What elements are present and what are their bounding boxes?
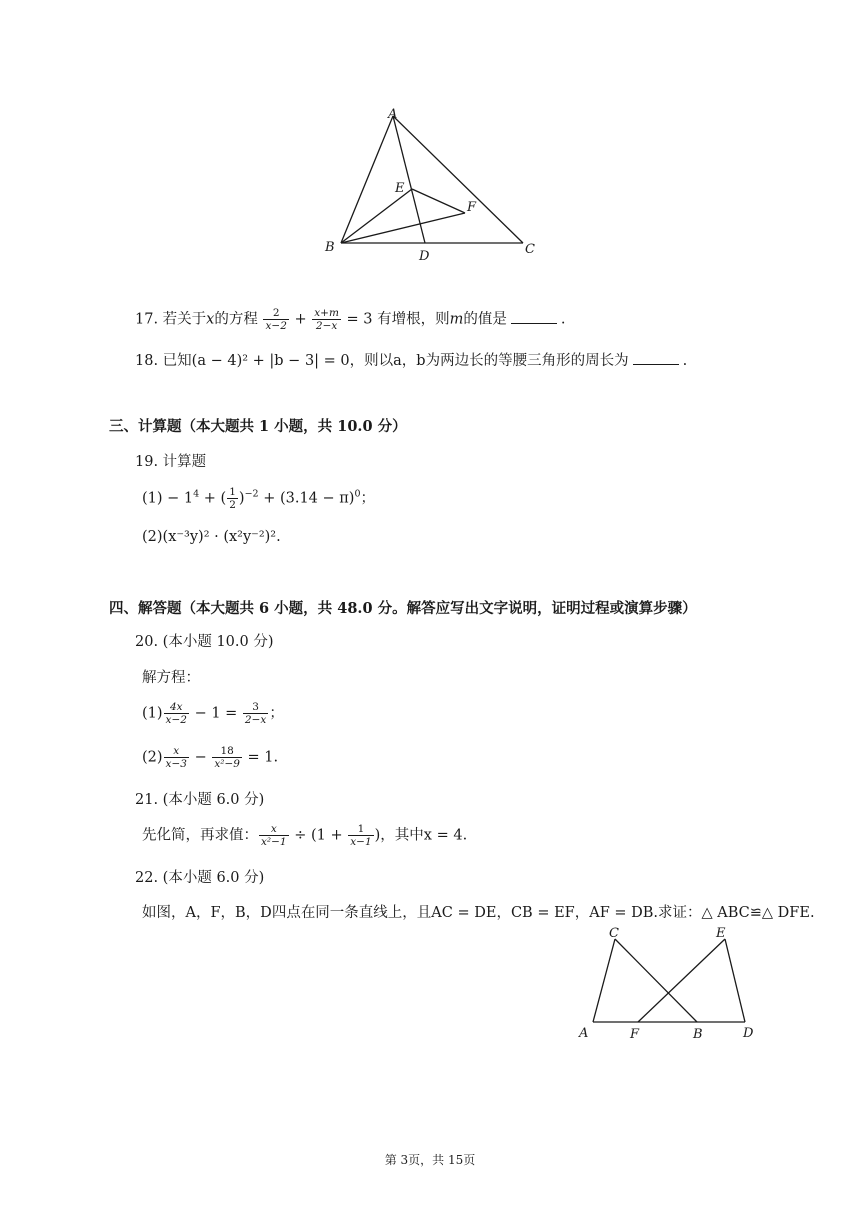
fraction: $\frac{3}{2-x}$ (244, 701, 267, 726)
var-m: m (449, 311, 464, 328)
q17-text: 若关于 (162, 311, 207, 328)
section-title-3: 三、计算题（本大题共 1 小题，共 10.0 分） (109, 418, 407, 435)
fraction: $\frac{x+m}{2-x}$ (314, 307, 339, 332)
point-label-a: A (388, 107, 398, 122)
fraction: $\frac{18}{\text{x²−9}}$ (214, 745, 240, 770)
point-label-b: B (325, 240, 335, 255)
point-label-c: C (609, 926, 619, 941)
period: . (682, 353, 688, 369)
fraction: $\frac{2}{x-2}$ (265, 307, 287, 332)
point-label-d: D (743, 1026, 754, 1041)
q20-part-1: (1) $\frac{4x}{x-2}$ − 1 = $\frac{3}{2-x}$ ； (142, 701, 284, 726)
q17-text: 有增根，则 (377, 311, 450, 328)
q21-body: 先化简，再求值： $\frac{x}{\text{x²−1}}$ ÷ (1 + $\frac{1}{x-1}$ )，其中x = 4. (142, 823, 468, 848)
section-title-4: 四、解答题（本大题共 6 小题，共 48.0 分。解答应写出文字说明，证明过程或演算步骤） (109, 600, 697, 617)
segment-ef (638, 939, 725, 1022)
segment-cb (615, 939, 697, 1022)
var-x: x (206, 311, 215, 328)
question-19 (135, 450, 206, 471)
point-label-f: F (630, 1027, 640, 1042)
segment-ac (393, 116, 523, 243)
question-number: 19. (135, 454, 159, 470)
question-20 (135, 630, 274, 651)
question-number: 20. (135, 634, 159, 650)
answer-blank (511, 323, 557, 324)
q17-text: 的方程 (214, 311, 258, 328)
q17-text: 的值是 (463, 311, 507, 328)
congruent-triangles-figure (575, 924, 765, 1044)
q20-part-2: (2) $\frac{x}{x-3}$ − $\frac{18}{\text{x²−9}}$ = 1. (142, 745, 279, 770)
point-label-d: D (419, 249, 430, 264)
question-18 (135, 349, 687, 370)
point-label-c: C (525, 242, 535, 257)
question-number: 21. (135, 792, 159, 808)
question-17 (135, 307, 566, 332)
equation-rhs: = 3 (346, 311, 373, 328)
q22-body: 如图，A，F，B，D四点在同一条直线上，且AC = DE，CB = EF，AF = DB.求证：△ ABC≌△ DFE. (142, 905, 815, 921)
fraction: $\frac{x}{\text{x²−1}}$ (261, 823, 287, 848)
fraction: $\frac{x}{x-3}$ (165, 745, 187, 770)
q19-label: 计算题 (162, 454, 207, 470)
question-21 (135, 788, 264, 809)
question-number: 18. (135, 353, 159, 369)
point-label-e: E (716, 926, 726, 941)
q19-part-2: (2)(x⁻³y)² · (x²y⁻²)². (142, 529, 281, 545)
segment-ac (593, 939, 615, 1022)
point-label-f: F (467, 200, 477, 215)
point-label-b: B (693, 1027, 703, 1042)
segment-bf (341, 213, 465, 243)
question-score: (本小题 10.0 分) (162, 634, 274, 650)
fraction: $\frac{4x}{x-2}$ (165, 701, 187, 726)
triangle-figure-1 (315, 100, 545, 270)
segment-ef (412, 189, 465, 213)
question-number: 17. (135, 311, 159, 328)
segment-de (725, 939, 745, 1022)
question-number: 22. (135, 870, 159, 886)
fraction: $\frac{1}{x-1}$ (350, 823, 372, 848)
fraction: $\frac{1}{2}$ (229, 486, 236, 511)
question-22 (135, 866, 264, 887)
page-footer: 第 3页，共 15页 (384, 1153, 476, 1167)
q18-text: 已知(a − 4)² + |b − 3| = 0，则以a，b为两边长的等腰三角形的周长为 (162, 353, 629, 369)
question-score: (本小题 6.0 分) (162, 792, 265, 808)
point-label-e: E (395, 181, 405, 196)
question-score: (本小题 6.0 分) (162, 870, 265, 886)
plus-sign: + (294, 311, 307, 328)
point-label-a: A (579, 1026, 589, 1041)
answer-blank (633, 364, 679, 365)
q19-part-1: $(1) - 1^4$ + ( $\frac{1}{2}$ )$^{-2} + (3.14 - \pi)^0$； (142, 486, 376, 511)
period: . (560, 311, 566, 328)
q20-label: 解方程： (142, 670, 200, 686)
